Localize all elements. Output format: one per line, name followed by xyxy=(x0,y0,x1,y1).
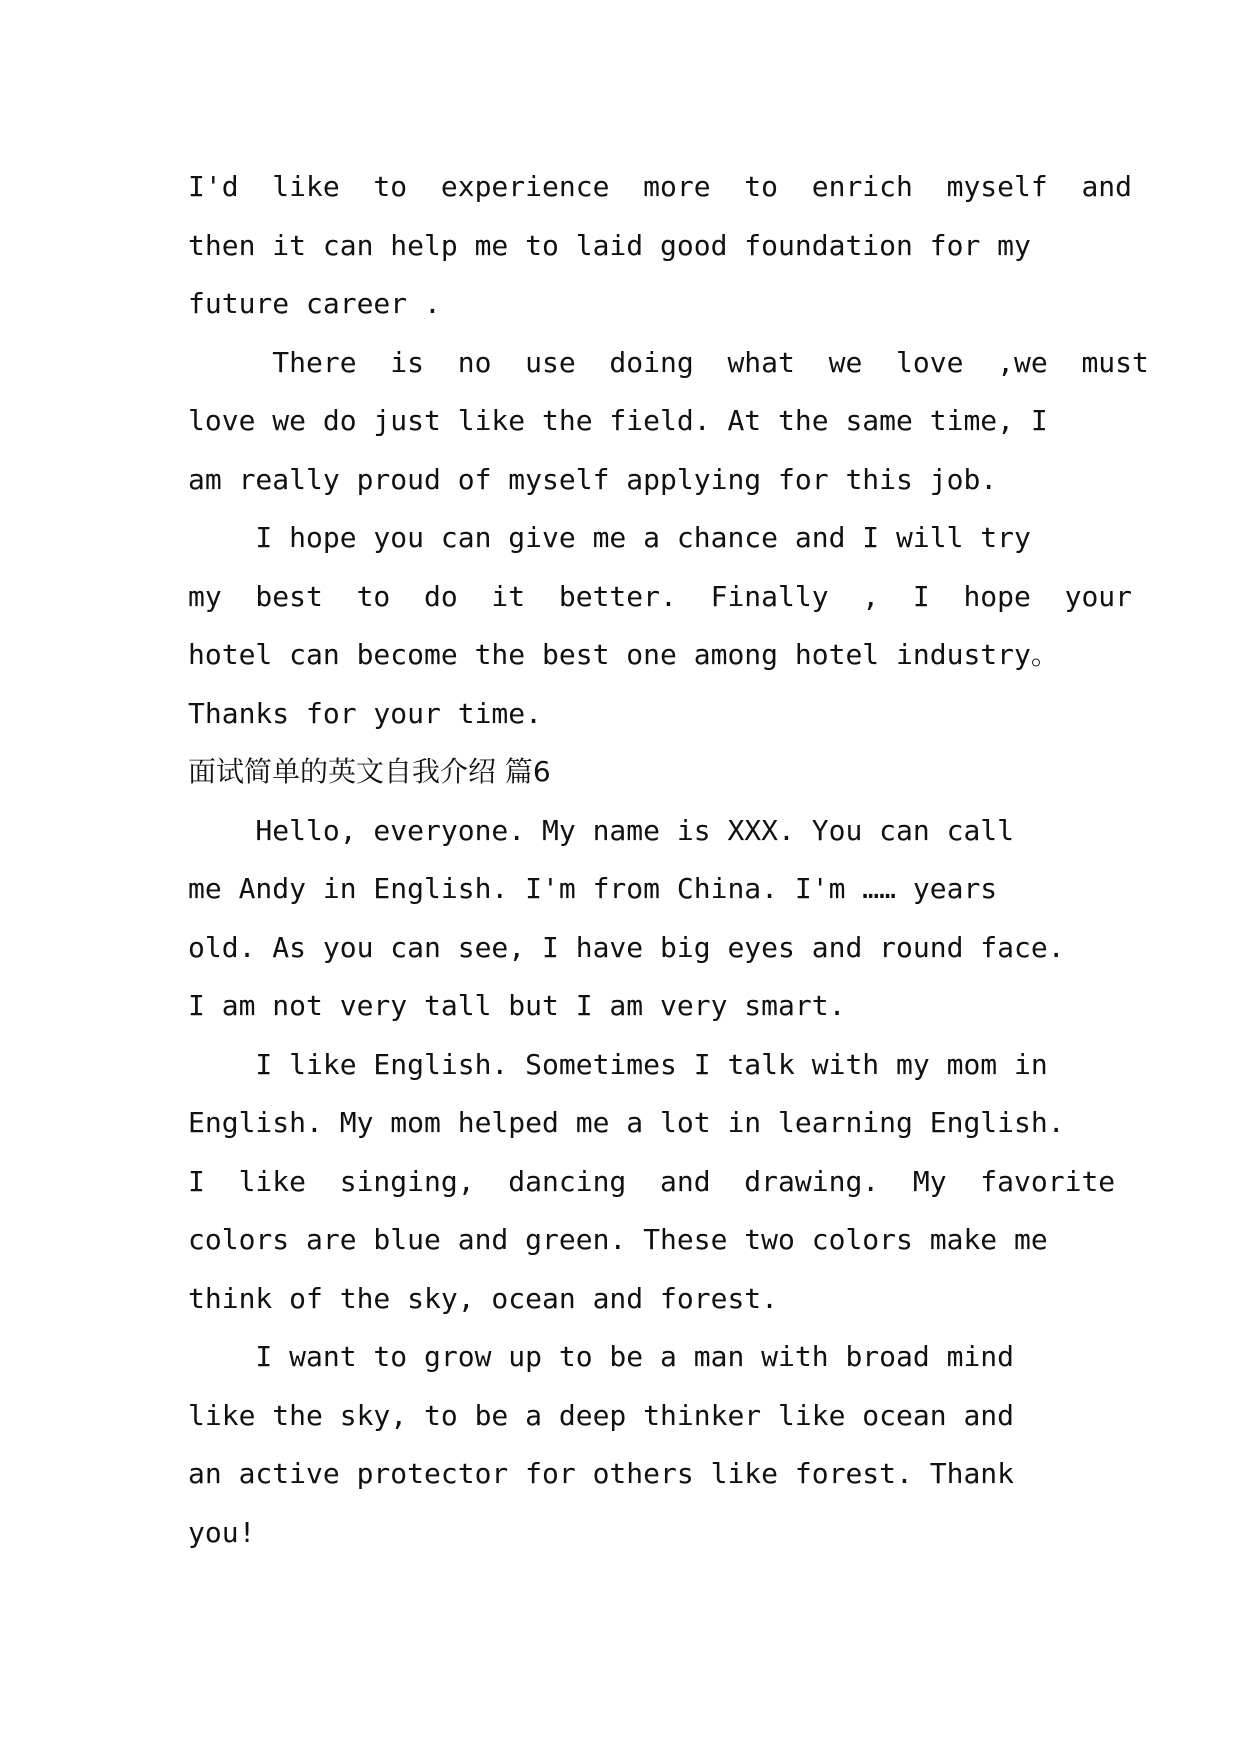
text-line: I am not very tall but I am very smart. xyxy=(188,989,846,1022)
text-line: my best to do it better. Finally , I hope your xyxy=(188,579,1133,613)
text-line: you! xyxy=(188,1515,256,1549)
text-line: future career . xyxy=(188,287,441,320)
text-line: hotel can become the best one among hotel industry。 xyxy=(188,638,1059,671)
text-line: I want to grow up to be a man with broad mind xyxy=(188,1340,1015,1373)
text-line: then it can help me to laid good foundation for my xyxy=(188,228,1031,262)
text-line: There is no use doing what we love ,we must xyxy=(188,345,1149,379)
document-body xyxy=(188,158,1149,1562)
text-line: me Andy in English. I'm from China. I'm …… years xyxy=(188,872,998,905)
text-line: English. My mom helped me a lot in learning English. xyxy=(188,1106,1065,1139)
text-line: Hello, everyone. My name is XXX. You can call xyxy=(188,813,1015,847)
text-line: I hope you can give me a chance and I will try xyxy=(188,521,1031,554)
text-line: an active protector for others like forest. Thank xyxy=(188,1457,1015,1490)
text-line: I'd like to experience more to enrich myself and xyxy=(188,170,1133,203)
text-line: I like singing, dancing and drawing. My favorite xyxy=(188,1164,1116,1198)
text-line: love we do just like the field. At the same time, I xyxy=(188,404,1048,437)
section-heading: 面试简单的英文自我介绍 篇6 xyxy=(188,755,551,788)
text-line: think of the sky, ocean and forest. xyxy=(188,1281,779,1315)
text-line: Thanks for your time. xyxy=(188,696,543,730)
text-line: like the sky, to be a deep thinker like ocean and xyxy=(188,1398,1015,1432)
text-line: I like English. Sometimes I talk with my mom in xyxy=(188,1047,1048,1081)
text-line: am really proud of myself applying for this job. xyxy=(188,462,998,496)
text-line: colors are blue and green. These two colors make me xyxy=(188,1223,1048,1256)
text-line: old. As you can see, I have big eyes and round face. xyxy=(188,930,1065,964)
